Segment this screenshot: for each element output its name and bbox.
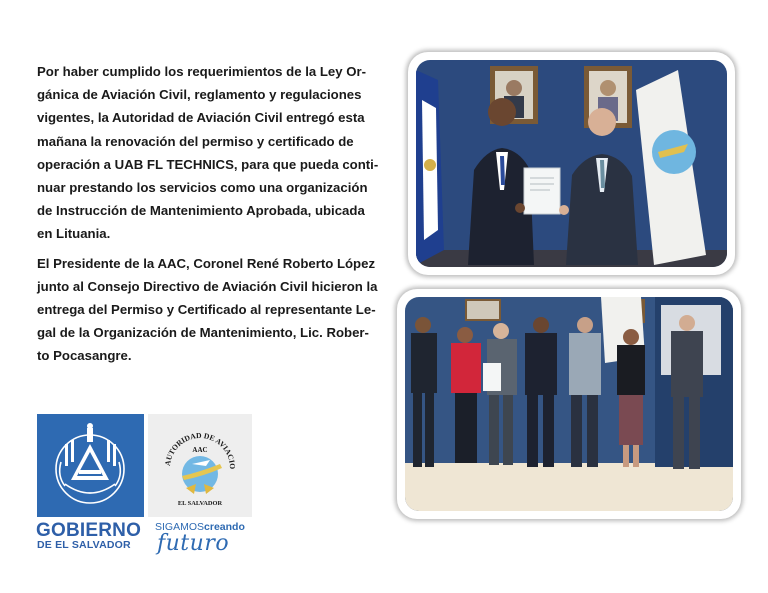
- slogan-bold: creando: [204, 521, 245, 533]
- gobierno-title: GOBIERNO: [36, 520, 142, 541]
- text-line: Por haber cumplido los requerimientos de la Ley Or-: [37, 64, 367, 79]
- person-figure: [451, 327, 481, 463]
- article-text: [37, 60, 382, 368]
- text-line: mañana la renovación del permiso y certificado de: [37, 133, 354, 149]
- text-line: de Instrucción de Mantenimiento Aprobada, ubicada: [37, 203, 365, 219]
- paragraph-1: [37, 60, 382, 246]
- paragraph-2: [37, 252, 382, 368]
- gobierno-subtitle: DE EL SALVADOR: [37, 539, 131, 551]
- text-line: gánica de Aviación Civil, reglamento y regulaciones: [37, 87, 362, 103]
- gobierno-el-salvador-logo: [37, 414, 144, 517]
- text-line: nuar prestando los servicios como una organización: [37, 180, 368, 196]
- text-line: entrega del Permiso y Certificado al representante Le-: [37, 302, 376, 318]
- text-line: to Pocasangre.: [37, 348, 132, 364]
- text-line: vigentes, la Autoridad de Aviación Civil entregó esta: [37, 110, 365, 126]
- group-photo-image: [405, 297, 733, 511]
- coat-of-arms-icon: [37, 414, 144, 517]
- aac-ring-label: AUTORIDAD DE AVIACIO: [163, 430, 238, 470]
- aac-logo: [148, 414, 252, 517]
- certificate-document: [524, 168, 560, 214]
- text-line: El Presidente de la AAC, Coronel René Roberto López: [37, 255, 376, 271]
- text-line: gal de la Organización de Mantenimiento, Lic. Rober-: [37, 325, 369, 341]
- text-line: junto al Consejo Directivo de Aviación Civil hicieron la: [37, 278, 378, 294]
- text-line: en Lituania.: [37, 226, 111, 242]
- slogan-prefix: SIGAMOS: [155, 521, 205, 533]
- aac-country: EL SALVADOR: [177, 500, 223, 507]
- photo-certificate-handover: [408, 52, 735, 275]
- handover-photo-image: [416, 60, 727, 267]
- photo-group-officials: [397, 289, 741, 519]
- aac-initials: AAC: [192, 446, 208, 454]
- slogan-script: futuro: [157, 531, 230, 556]
- aac-seal-icon: [148, 414, 252, 517]
- text-line: operación a UAB FL TECHNICS, para que pueda conti-: [37, 156, 379, 172]
